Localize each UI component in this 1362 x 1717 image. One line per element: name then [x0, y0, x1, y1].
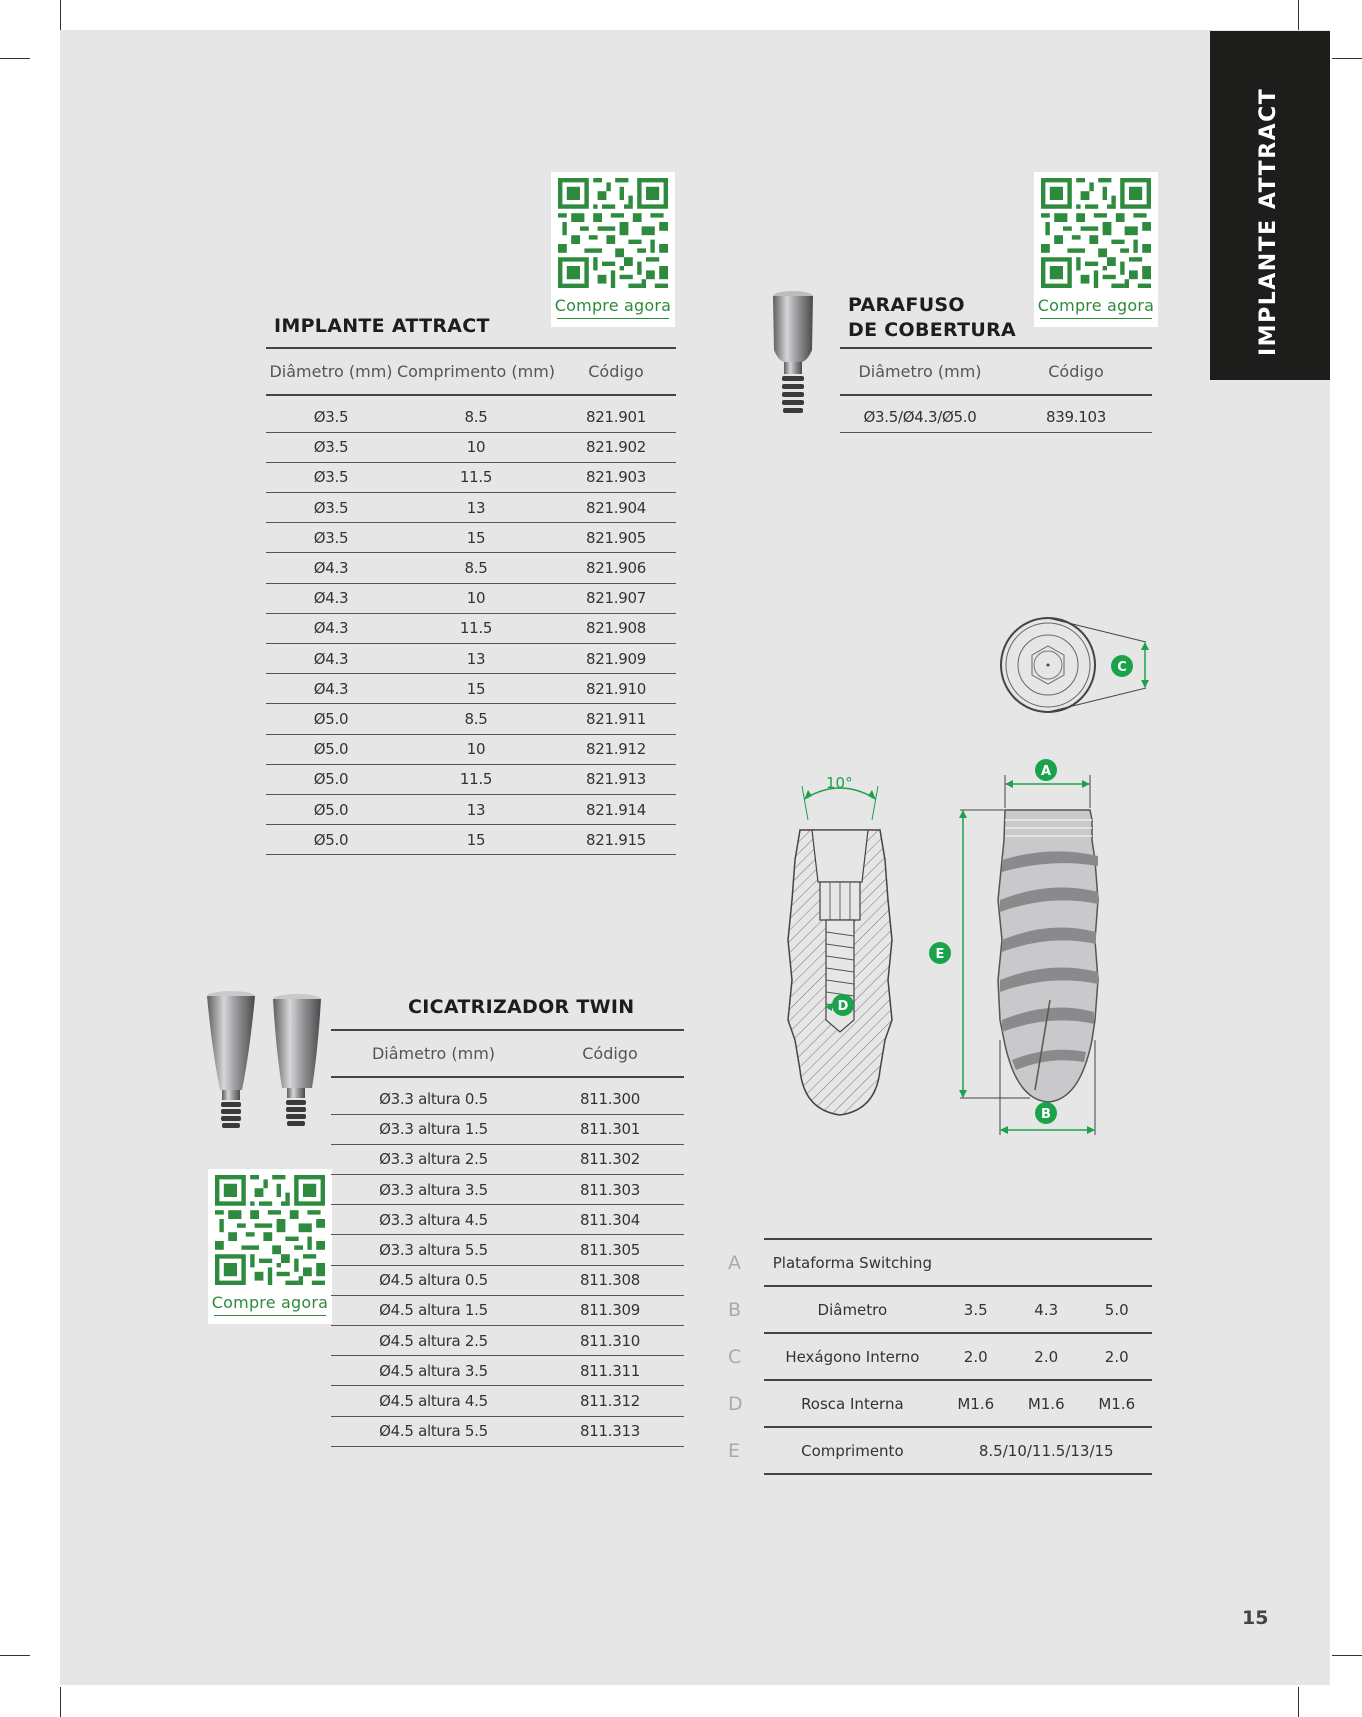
- table-row: [331, 1326, 684, 1356]
- dimension-letter: A: [728, 1251, 741, 1274]
- table-cell: Ø3.5/Ø4.3/Ø5.0: [840, 402, 1000, 432]
- table-cell: 811.310: [536, 1326, 684, 1356]
- implante-rows: [266, 395, 676, 855]
- table-cell: 13: [396, 644, 556, 674]
- table-row: [266, 734, 676, 764]
- col-header: Diâmetro (mm): [266, 348, 396, 395]
- side-section-tab: [1210, 31, 1330, 380]
- table-cell: 11.5: [396, 462, 556, 492]
- table-cell: 821.903: [556, 462, 676, 492]
- crop-mark: [60, 1687, 61, 1717]
- table-row: [331, 1175, 684, 1205]
- svg-text:C: C: [1117, 660, 1127, 675]
- table-cell: Ø4.3: [266, 644, 396, 674]
- table-cell: 811.308: [536, 1265, 684, 1295]
- table-cell: 821.914: [556, 794, 676, 824]
- table-cell: Ø3.5: [266, 462, 396, 492]
- table-row: [266, 402, 676, 432]
- table-cell: 821.901: [556, 402, 676, 432]
- dimension-value: 2.0: [1011, 1333, 1081, 1380]
- table-cell: Ø4.3: [266, 553, 396, 583]
- table-cell: Ø5.0: [266, 704, 396, 734]
- table-cell: 811.302: [536, 1144, 684, 1174]
- col-header: Diâmetro (mm): [840, 348, 1000, 395]
- table-cell: 811.313: [536, 1416, 684, 1446]
- dimension-label: Rosca Interna: [764, 1380, 940, 1427]
- table-cell: Ø3.3 altura 4.5: [331, 1205, 536, 1235]
- table-cell: 811.301: [536, 1114, 684, 1144]
- implante-title: IMPLANTE ATTRACT: [274, 315, 490, 337]
- crop-mark: [0, 1655, 30, 1656]
- table-row: [266, 764, 676, 794]
- svg-text:E: E: [935, 947, 945, 962]
- dimension-value: [1081, 1239, 1152, 1286]
- table-cell: 15: [396, 674, 556, 704]
- badge-a: [1035, 759, 1057, 781]
- table-row: [331, 1295, 684, 1325]
- table-cell: 811.312: [536, 1386, 684, 1416]
- crop-mark: [1332, 58, 1362, 59]
- angle-label: 10°: [826, 774, 853, 792]
- dimension-label: Comprimento: [764, 1427, 940, 1474]
- table-row: [266, 432, 676, 462]
- table-cell: 821.902: [556, 432, 676, 462]
- table-cell: 13: [396, 493, 556, 523]
- table-row: [266, 825, 676, 855]
- table-cell: Ø5.0: [266, 764, 396, 794]
- table-cell: Ø5.0: [266, 734, 396, 764]
- table-cell: Ø3.3 altura 5.5: [331, 1235, 536, 1265]
- table-row: [331, 1114, 684, 1144]
- table-cell: Ø3.5: [266, 493, 396, 523]
- crop-mark: [1332, 1655, 1362, 1656]
- table-cell: 811.304: [536, 1205, 684, 1235]
- badge-d: [832, 994, 854, 1016]
- side-tab-label: IMPLANTE ATTRACT: [1256, 87, 1281, 356]
- dimension-value: M1.6: [1011, 1380, 1081, 1427]
- table-cell: Ø3.3 altura 1.5: [331, 1114, 536, 1144]
- table-cell: 10: [396, 583, 556, 613]
- table-cell: 821.909: [556, 644, 676, 674]
- svg-text:B: B: [1041, 1107, 1051, 1122]
- dimensions-table: [728, 1238, 1152, 1475]
- dimension-value: M1.6: [940, 1380, 1010, 1427]
- dimension-value: [940, 1239, 1010, 1286]
- table-cell: Ø4.5 altura 0.5: [331, 1265, 536, 1295]
- qr-caption: Compre agora: [554, 296, 672, 315]
- crop-mark: [1298, 0, 1299, 30]
- table-cell: Ø3.3 altura 2.5: [331, 1144, 536, 1174]
- table-cell: 8.5: [396, 402, 556, 432]
- table-row: [266, 553, 676, 583]
- table-cell: 811.311: [536, 1356, 684, 1386]
- dimension-value: 5.0: [1081, 1286, 1152, 1333]
- dimension-letter: D: [728, 1392, 743, 1415]
- qr-caption: Compre agora: [1037, 296, 1155, 315]
- table-cell: Ø4.5 altura 2.5: [331, 1326, 536, 1356]
- table-row: [266, 674, 676, 704]
- qr-code-cicatrizador[interactable]: [208, 1169, 332, 1324]
- implant-section-view: [788, 774, 892, 1115]
- table-cell: Ø5.0: [266, 794, 396, 824]
- healing-abutment-image: [204, 990, 329, 1138]
- table-cell: Ø4.3: [266, 674, 396, 704]
- implant-side-view: [959, 775, 1098, 1135]
- table-cell: 15: [396, 825, 556, 855]
- table-cell: Ø3.3 altura 0.5: [331, 1084, 536, 1114]
- table-row: [266, 794, 676, 824]
- crop-mark: [1298, 1687, 1299, 1717]
- dimension-value: 2.0: [940, 1333, 1010, 1380]
- cover-screw-image: [768, 290, 818, 435]
- table-cell: 15: [396, 523, 556, 553]
- dimension-row: [728, 1333, 1152, 1380]
- col-header: Código: [1000, 348, 1152, 395]
- table-cell: 811.303: [536, 1175, 684, 1205]
- implante-table: [266, 347, 676, 855]
- col-header: Código: [536, 1030, 684, 1077]
- qr-icon: [215, 1175, 325, 1285]
- table-cell: Ø4.5 altura 1.5: [331, 1295, 536, 1325]
- table-row: [266, 583, 676, 613]
- dimensions-rows: [728, 1239, 1152, 1474]
- qr-caption: Compre agora: [211, 1293, 329, 1312]
- cicatrizador-table: [331, 1029, 684, 1447]
- table-row: [331, 1144, 684, 1174]
- table-row: [266, 613, 676, 643]
- table-cell: 8.5: [396, 704, 556, 734]
- table-cell: 11.5: [396, 613, 556, 643]
- col-header: Diâmetro (mm): [331, 1030, 536, 1077]
- svg-text:A: A: [1040, 764, 1052, 779]
- table-row: [266, 523, 676, 553]
- table-cell: Ø4.5 altura 5.5: [331, 1416, 536, 1446]
- table-cell: Ø3.5: [266, 402, 396, 432]
- dimension-label: Plataforma Switching: [764, 1239, 940, 1286]
- dimension-value: [1011, 1239, 1081, 1286]
- implant-technical-drawing: [780, 600, 1180, 1140]
- badge-c: [1111, 655, 1133, 677]
- cicatrizador-rows: [331, 1077, 684, 1446]
- table-cell: 10: [396, 432, 556, 462]
- table-cell: 821.905: [556, 523, 676, 553]
- qr-icon: [1041, 178, 1151, 288]
- dimension-label: Hexágono Interno: [764, 1333, 940, 1380]
- col-header: Comprimento (mm): [396, 348, 556, 395]
- table-cell: 811.300: [536, 1084, 684, 1114]
- dimension-row: [728, 1427, 1152, 1474]
- table-cell: 811.305: [536, 1235, 684, 1265]
- table-cell: Ø3.5: [266, 432, 396, 462]
- table-cell: 821.904: [556, 493, 676, 523]
- dimension-row: [728, 1286, 1152, 1333]
- qr-icon: [558, 178, 668, 288]
- col-header: Código: [556, 348, 676, 395]
- parafuso-table: [840, 347, 1152, 433]
- table-row: [266, 644, 676, 674]
- parafuso-rows: [840, 395, 1152, 432]
- dimension-value: 3.5: [940, 1286, 1010, 1333]
- table-cell: 821.913: [556, 764, 676, 794]
- dimension-letter: C: [728, 1345, 742, 1368]
- dimension-row: [728, 1380, 1152, 1427]
- table-row: [331, 1084, 684, 1114]
- table-row: [331, 1205, 684, 1235]
- svg-text:D: D: [837, 999, 849, 1014]
- badge-b: [1035, 1102, 1057, 1124]
- table-row: [266, 493, 676, 523]
- dimension-letter: B: [728, 1298, 742, 1321]
- dimension-value: M1.6: [1081, 1380, 1152, 1427]
- table-cell: 821.911: [556, 704, 676, 734]
- table-cell: 821.915: [556, 825, 676, 855]
- table-row: [331, 1265, 684, 1295]
- page-number: 15: [1242, 1607, 1269, 1629]
- cicatrizador-title: CICATRIZADOR TWIN: [408, 996, 635, 1018]
- crop-mark: [60, 0, 61, 30]
- table-cell: 8.5: [396, 553, 556, 583]
- table-row: [331, 1386, 684, 1416]
- dimension-row: [728, 1239, 1152, 1286]
- dimension-label: Diâmetro: [764, 1286, 940, 1333]
- table-row: [266, 462, 676, 492]
- table-row: [331, 1235, 684, 1265]
- table-cell: 821.907: [556, 583, 676, 613]
- table-cell: Ø4.5 altura 4.5: [331, 1386, 536, 1416]
- table-cell: Ø3.5: [266, 523, 396, 553]
- table-cell: Ø4.3: [266, 583, 396, 613]
- parafuso-title: PARAFUSO DE COBERTURA: [848, 294, 1017, 341]
- table-cell: 811.309: [536, 1295, 684, 1325]
- dimension-value: 8.5/10/11.5/13/15: [940, 1427, 1152, 1474]
- qr-code-implante[interactable]: [551, 172, 675, 327]
- crop-mark: [0, 58, 30, 59]
- table-row: [840, 402, 1152, 432]
- table-cell: Ø4.5 altura 3.5: [331, 1356, 536, 1386]
- table-cell: Ø4.3: [266, 613, 396, 643]
- table-cell: 839.103: [1000, 402, 1152, 432]
- table-cell: 821.906: [556, 553, 676, 583]
- table-row: [266, 704, 676, 734]
- table-cell: Ø3.3 altura 3.5: [331, 1175, 536, 1205]
- table-cell: 10: [396, 734, 556, 764]
- dimension-value: 4.3: [1011, 1286, 1081, 1333]
- table-cell: Ø5.0: [266, 825, 396, 855]
- table-cell: 13: [396, 794, 556, 824]
- badge-e: [929, 942, 951, 964]
- dimension-letter: E: [728, 1439, 741, 1462]
- table-row: [331, 1356, 684, 1386]
- dimension-value: 2.0: [1081, 1333, 1152, 1380]
- table-cell: 11.5: [396, 764, 556, 794]
- table-cell: 821.910: [556, 674, 676, 704]
- qr-code-parafuso[interactable]: [1034, 172, 1158, 327]
- table-cell: 821.912: [556, 734, 676, 764]
- table-cell: 821.908: [556, 613, 676, 643]
- table-row: [331, 1416, 684, 1446]
